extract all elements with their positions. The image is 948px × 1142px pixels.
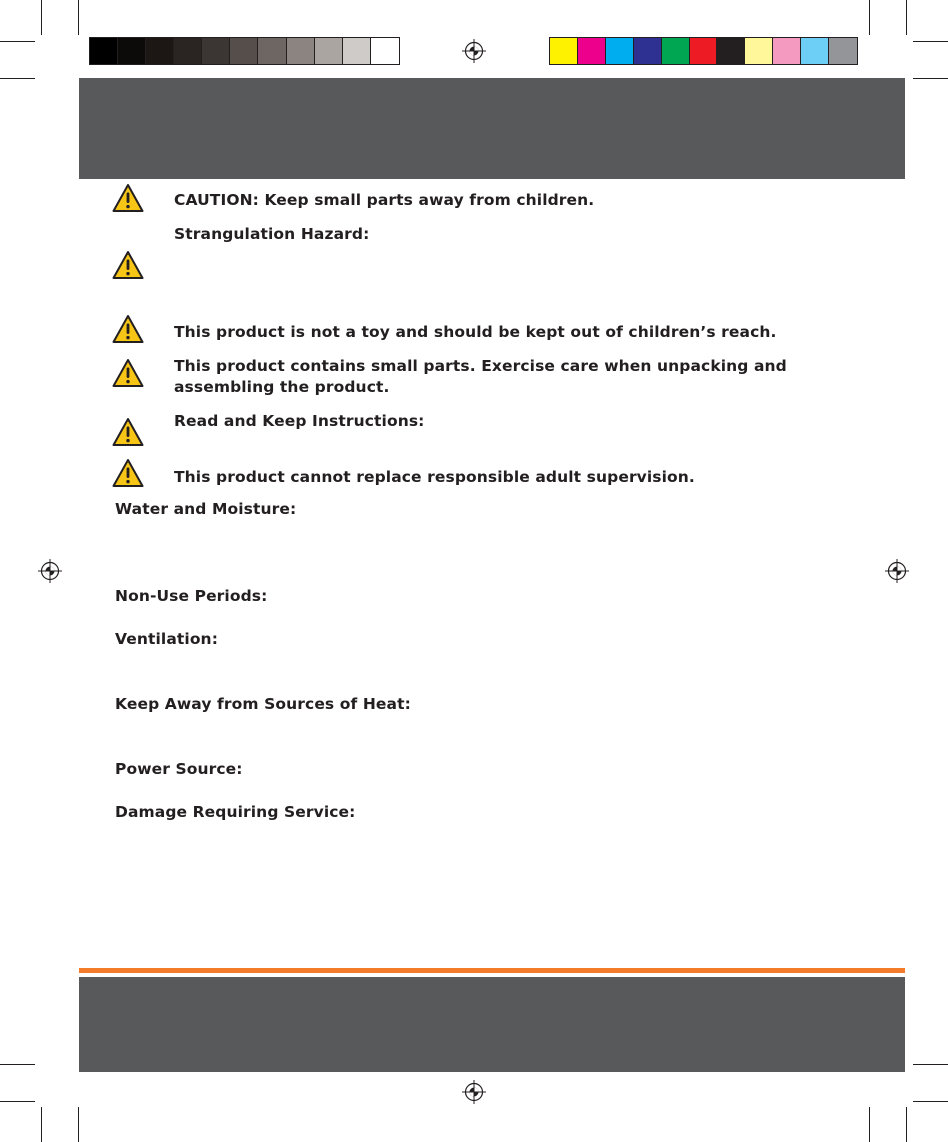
color-swatch (745, 38, 773, 64)
color-swatch (258, 38, 286, 64)
footer-orange-rule (79, 968, 905, 973)
crop-mark (913, 78, 948, 79)
warning-icon (112, 417, 144, 447)
color-swatch (202, 38, 230, 64)
grayscale-color-bar (89, 37, 400, 65)
non-use-periods-heading: Non-Use Periods: (115, 587, 268, 605)
color-swatch (690, 38, 718, 64)
process-color-bar (549, 37, 858, 65)
small-parts-text-line2: assembling the product. (174, 378, 390, 396)
water-moisture-heading: Water and Moisture: (115, 500, 297, 518)
power-source-heading: Power Source: (115, 760, 243, 778)
color-swatch (662, 38, 690, 64)
color-swatch (550, 38, 578, 64)
color-swatch (717, 38, 745, 64)
color-swatch (773, 38, 801, 64)
crop-mark (906, 1107, 907, 1142)
not-a-toy-text: This product is not a toy and should be kept out of children’s reach. (174, 323, 777, 341)
color-swatch (118, 38, 146, 64)
color-swatch (287, 38, 315, 64)
crop-mark (913, 1101, 948, 1102)
crop-mark (913, 1064, 948, 1065)
warning-icon (112, 183, 144, 213)
registration-mark-icon (38, 559, 62, 583)
crop-mark (869, 1107, 870, 1142)
crop-mark (41, 0, 42, 35)
color-swatch (801, 38, 829, 64)
warning-icon (112, 358, 144, 388)
ventilation-heading: Ventilation: (115, 630, 218, 648)
crop-mark (0, 41, 35, 42)
crop-mark (78, 0, 79, 35)
adult-supervision-text: This product cannot replace responsible adult supervision. (174, 468, 695, 486)
crop-mark (0, 78, 35, 79)
color-swatch (578, 38, 606, 64)
registration-mark-icon (462, 1080, 486, 1104)
small-parts-text-line1: This product contains small parts. Exercise care when unpacking and (174, 357, 787, 375)
warning-icon (112, 314, 144, 344)
color-swatch (634, 38, 662, 64)
read-keep-instructions-heading: Read and Keep Instructions: (174, 412, 425, 430)
color-swatch (174, 38, 202, 64)
color-swatch (90, 38, 118, 64)
color-swatch (371, 38, 399, 64)
color-swatch (606, 38, 634, 64)
footer-band (79, 977, 905, 1072)
crop-mark (913, 41, 948, 42)
strangulation-hazard-heading: Strangulation Hazard: (174, 225, 370, 243)
color-swatch (146, 38, 174, 64)
crop-mark (78, 1107, 79, 1142)
color-swatch (829, 38, 857, 64)
damage-service-heading: Damage Requiring Service: (115, 803, 356, 821)
crop-mark (869, 0, 870, 35)
crop-mark (0, 1064, 35, 1065)
header-band (79, 78, 905, 179)
crop-mark (0, 1101, 35, 1102)
caution-small-parts-text: CAUTION: Keep small parts away from children. (174, 191, 595, 209)
crop-mark (906, 0, 907, 35)
crop-mark (41, 1107, 42, 1142)
registration-mark-icon (462, 39, 486, 63)
heat-sources-heading: Keep Away from Sources of Heat: (115, 695, 411, 713)
warning-icon (112, 250, 144, 280)
color-swatch (343, 38, 371, 64)
color-swatch (315, 38, 343, 64)
color-swatch (230, 38, 258, 64)
registration-mark-icon (885, 559, 909, 583)
warning-icon (112, 458, 144, 488)
